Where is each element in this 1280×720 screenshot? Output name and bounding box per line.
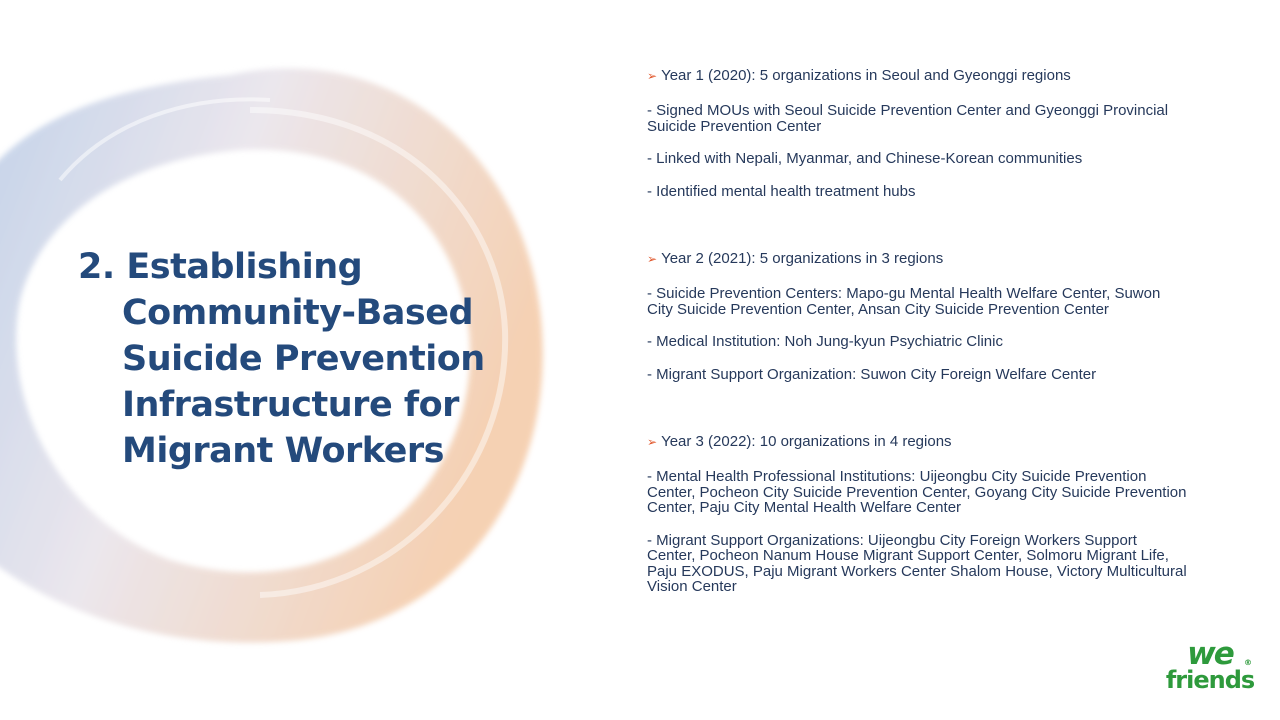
title-line: Infrastructure for [122,385,459,425]
arrowhead-bullet-icon: ➢ [647,435,658,449]
logo-text-we: we [1187,636,1233,672]
list-item: - Migrant Support Organizations: Uijeongbu City Foreign Workers Support Center, Pocheon Nanum House Migrant Support Center, Solmoru Migrant Life, Paju EXODUS, Paju Migrant Workers Center Shalom House, Victory Multicultural Vision Center [647,531,1187,595]
list-item: - Linked with Nepali, Myanmar, and Chinese-Korean communities [647,150,1083,167]
title-line: Establishing [126,247,363,287]
year1-heading [647,66,1187,86]
year1-section [647,66,1187,199]
year3-section [647,432,1187,595]
arrowhead-bullet-icon: ➢ [647,69,658,83]
list-item: - Suicide Prevention Centers: Mapo-gu Mental Health Welfare Center, Suwon City Suicide Prevention Center, Ansan City Suicide Prevention Center [647,285,1161,318]
year2-heading [647,249,1187,269]
content-column [647,66,1187,612]
list-item: - Signed MOUs with Seoul Suicide Prevention Center and Gyeonggi Provincial Suicide Prevention Center [647,102,1169,135]
title-line: Suicide Prevention [122,339,485,379]
list-item: - Migrant Support Organization: Suwon City Foreign Welfare Center [647,365,1097,383]
year2-heading-text: Year 2 (2021): 5 organizations in 3 regions [661,250,944,267]
wefriends-logo [1162,636,1258,696]
title-line: Migrant Workers [122,431,444,471]
year3-heading-text: Year 3 (2022): 10 organizations in 4 regions [661,433,952,450]
logo-text-friends: friends [1165,666,1255,694]
year2-section [647,249,1187,382]
list-item: - Identified mental health treatment hubs [647,182,916,200]
year3-heading [647,432,1187,452]
list-item: - Medical Institution: Noh Jung-kyun Psychiatric Clinic [647,333,1003,350]
arrowhead-bullet-icon: ➢ [647,252,658,266]
title-number: 2. [78,247,115,287]
registered-mark: ® [1244,658,1252,667]
title-line: Community-Based [122,293,473,333]
list-item: - Mental Health Professional Institutions: Uijeongbu City Suicide Prevention Center, Pocheon City Suicide Prevention Center, Goyang City Suicide Prevention Center, Paju City Mental Health Welfare Center [647,468,1187,516]
year1-heading-text: Year 1 (2020): 5 organizations in Seoul and Gyeonggi regions [661,67,1071,84]
slide-title [78,244,498,474]
